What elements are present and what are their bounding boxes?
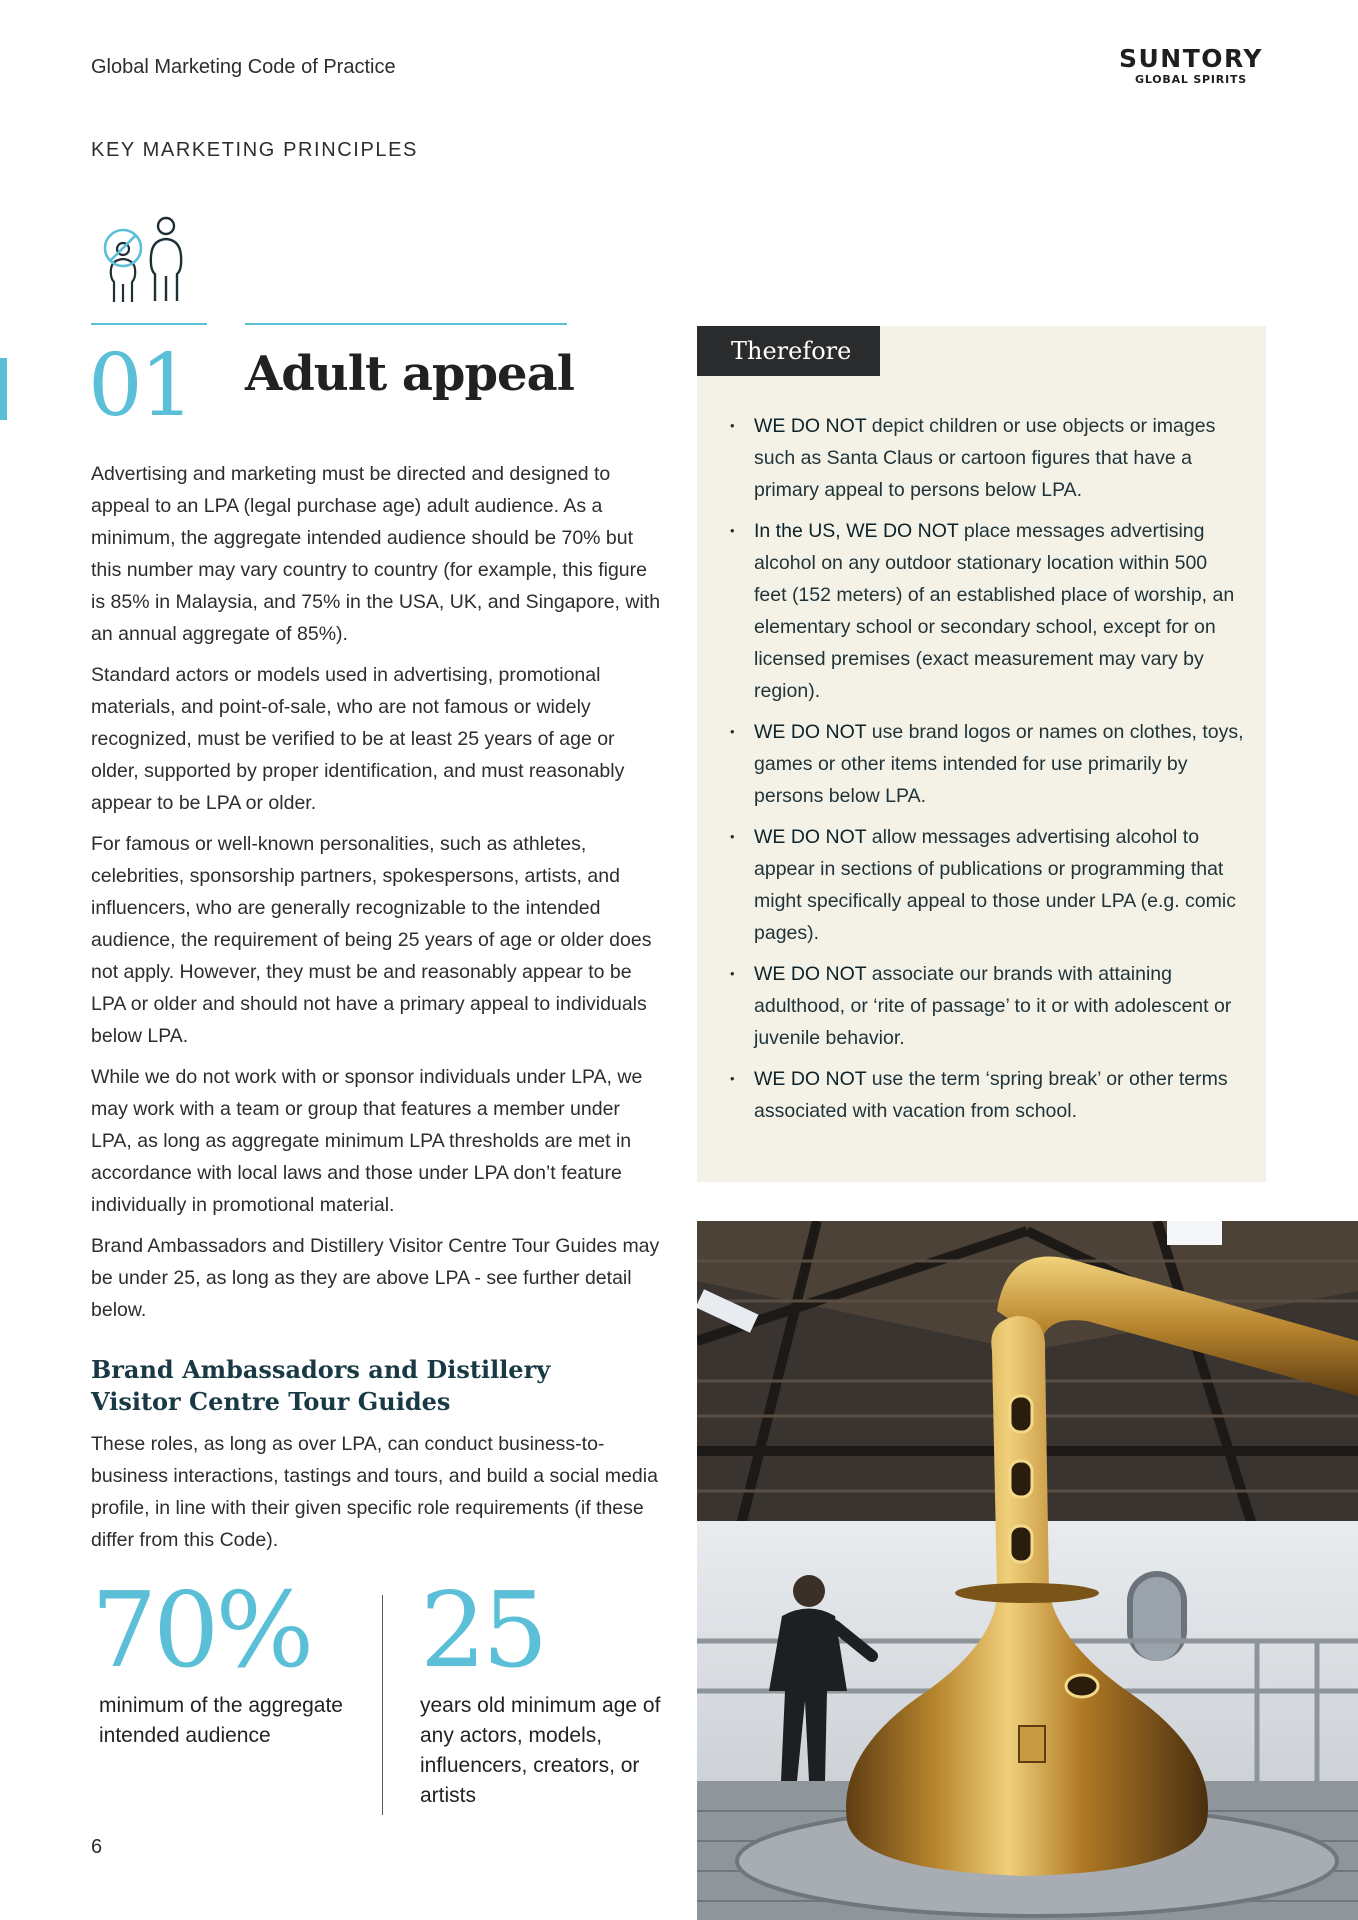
list-item xyxy=(730,821,1244,949)
stat-value: 25 xyxy=(420,1569,545,1691)
logo-subtitle: GLOBAL SPIRITS xyxy=(1135,73,1247,86)
list-item xyxy=(730,1063,1244,1127)
body-paragraph: For famous or well-known personalities, such as athletes, celebrities, sponsorship partners, spokespersons, artists, and influencers, who are generally recognizable to the intended audience, the requirement of being 25 years of age or older does not apply. However, they must be and reasonably appear to be LPA or older and should not have a primary appeal to individuals below LPA. xyxy=(91,833,652,1047)
therefore-title: Therefore xyxy=(697,326,880,376)
list-item xyxy=(730,515,1244,707)
document-title: Global Marketing Code of Practice xyxy=(91,56,396,78)
suntory-logo xyxy=(1116,46,1266,86)
page-number: 6 xyxy=(91,1836,103,1858)
body-paragraph: Standard actors or models used in advertising, promotional materials, and point-of-sale, who are not famous or widely recognized, must be verified to be at least 25 years of age or older, supported by proper identification, and must reasonably appear to be LPA or older. xyxy=(91,664,625,814)
rule-lead: In the US, WE DO NOT xyxy=(754,520,959,542)
list-item xyxy=(730,958,1244,1054)
bullet-icon: • xyxy=(730,418,735,433)
therefore-panel xyxy=(697,326,1266,1182)
page-title: Adult appeal xyxy=(245,346,574,402)
body-paragraph: Brand Ambassadors and Distillery Visitor Centre Tour Guides may be under 25, as long as they are above LPA - see further detail below. xyxy=(91,1235,660,1321)
bullet-icon: • xyxy=(730,966,735,981)
principle-number: 01 xyxy=(88,336,192,436)
rule-text: use brand logos or names on clothes, toys, games or other items intended for use primarily by persons below LPA. xyxy=(754,721,1244,807)
rule-lead: WE DO NOT xyxy=(754,826,867,848)
rule-lead: WE DO NOT xyxy=(754,721,867,743)
title-rule-left xyxy=(91,323,207,325)
stat-caption: minimum of the aggregate intended audience xyxy=(99,1694,343,1747)
bullet-icon: • xyxy=(730,829,735,844)
subheading: Brand Ambassadors and Distillery Visitor Centre Tour Guides xyxy=(91,1355,551,1416)
stat-age xyxy=(420,1569,670,1811)
body-paragraph: Advertising and marketing must be directed and designed to appeal to an LPA (legal purchase age) adult audience. As a minimum, the aggregate intended audience should be 70% but this number may vary country to country (for example, this figure is 85% in Malaysia, and 75% in the USA, UK, and Singapore, with an annual aggregate of 85%). xyxy=(91,463,661,645)
rule-lead: WE DO NOT xyxy=(754,963,867,985)
bullet-icon: • xyxy=(730,523,735,538)
bullet-icon: • xyxy=(730,724,735,739)
section-marker-bar xyxy=(0,358,7,420)
rules-list xyxy=(730,410,1244,1136)
list-item xyxy=(730,716,1244,812)
rule-text: allow messages advertising alcohol to appear in sections of publications or programming that might specifically appeal to those under LPA (e.g. comic pages). xyxy=(754,826,1236,944)
rule-text: depict children or use objects or images such as Santa Claus or cartoon figures that have a primary appeal to persons below LPA. xyxy=(754,415,1216,501)
rule-text: place messages advertising alcohol on any outdoor stationary location within 500 feet (152 meters) of an established place of worship, an elementary school or secondary school, except for on licensed premises (exact measurement may vary by region). xyxy=(754,520,1235,702)
stat-audience xyxy=(91,1569,371,1751)
body-paragraph: While we do not work with or sponsor individuals under LPA, we may work with a team or group that features a member under LPA, as long as aggregate minimum LPA thresholds are met in accordance with local laws and those under LPA don’t feature individually in promotional material. xyxy=(91,1066,643,1216)
rule-lead: WE DO NOT xyxy=(754,415,867,437)
distillery-photo xyxy=(697,1221,1358,1920)
rule-lead: WE DO NOT xyxy=(754,1068,867,1090)
stat-divider xyxy=(382,1595,383,1815)
list-item xyxy=(730,410,1244,506)
rule-text: associate our brands with attaining adulthood, or ‘rite of passage’ to it or with adolescent or juvenile behavior. xyxy=(754,963,1232,1049)
title-rule-right xyxy=(245,323,567,325)
stat-value: 70% xyxy=(91,1569,311,1691)
body-column xyxy=(91,458,661,1565)
rule-text: use the term ‘spring break’ or other terms associated with vacation from school. xyxy=(754,1068,1228,1122)
stat-caption: years old minimum age of any actors, models, influencers, creators, or artists xyxy=(420,1694,661,1807)
section-label: KEY MARKETING PRINCIPLES xyxy=(91,139,418,161)
bullet-icon: • xyxy=(730,1071,735,1086)
copper-still-illustration xyxy=(697,1221,1358,1920)
body-paragraph: These roles, as long as over LPA, can conduct business-to-business interactions, tastings and tours, and build a social media profile, in line with their given specific role requirements (if these differ from this Code). xyxy=(91,1433,658,1551)
logo-wordmark: SUNTORY xyxy=(1118,44,1264,73)
adult-child-icon xyxy=(100,216,190,306)
